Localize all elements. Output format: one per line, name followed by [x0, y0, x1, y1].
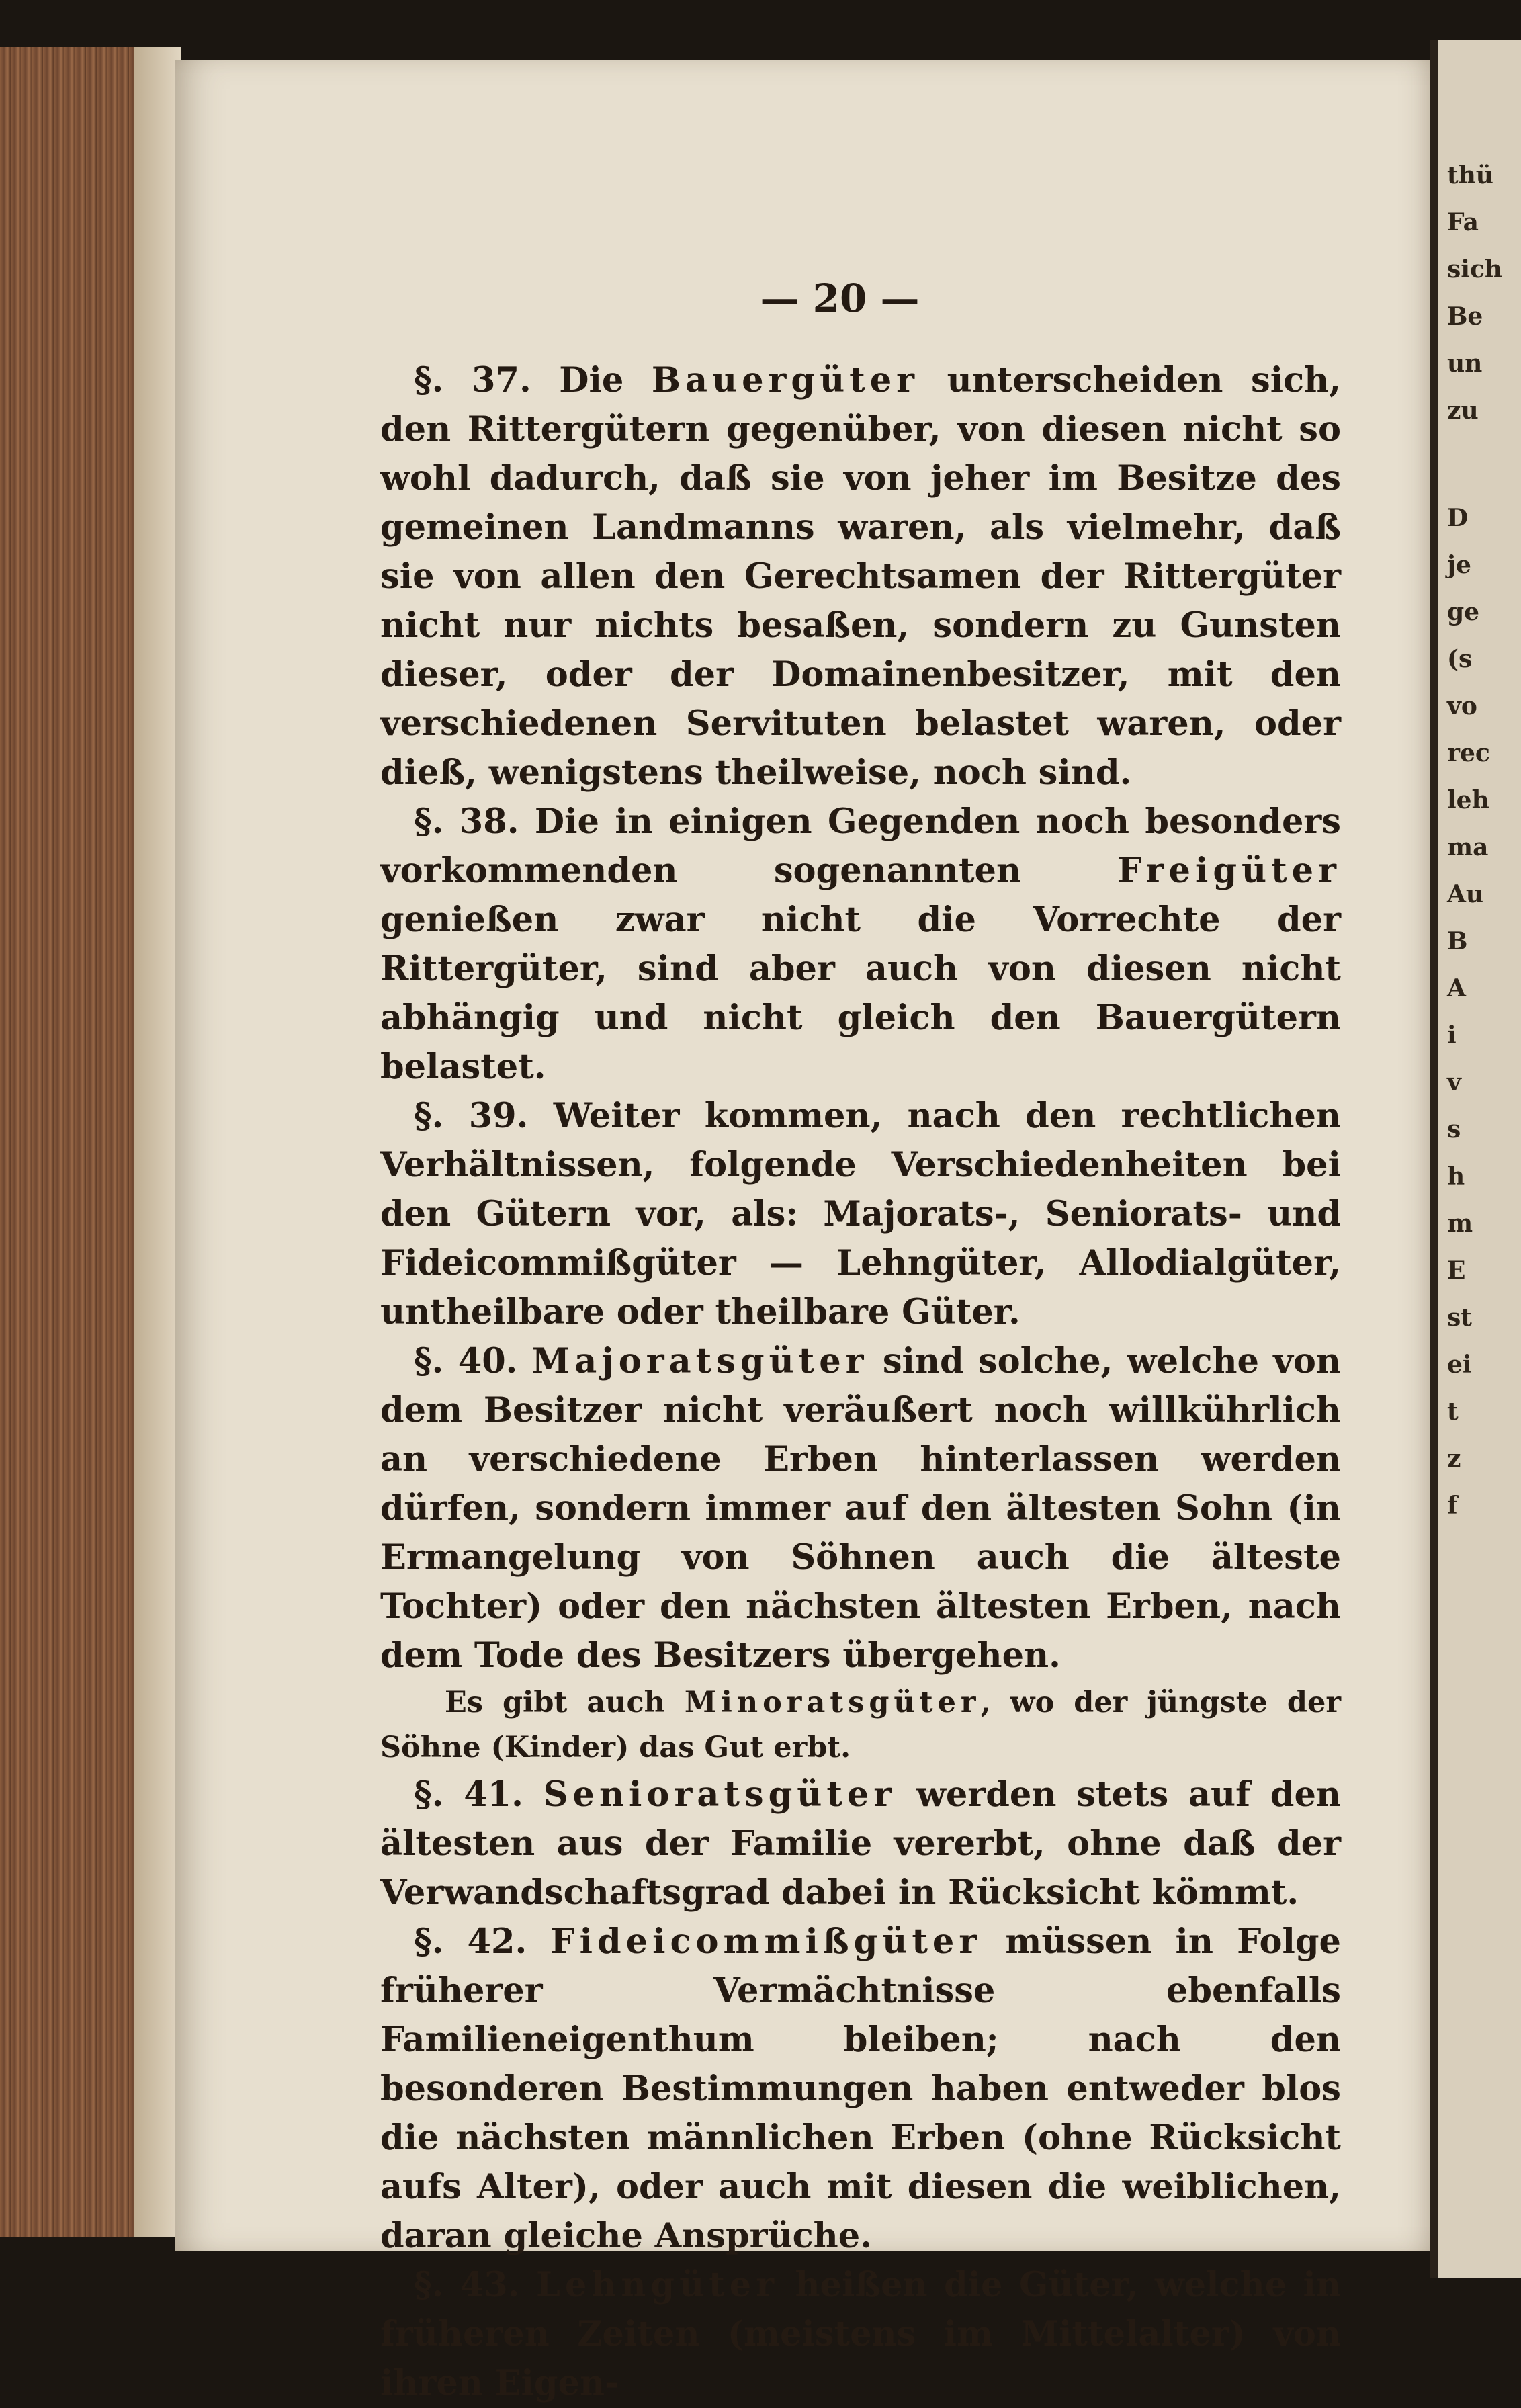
facing-text: st	[1447, 1303, 1472, 1332]
facing-text: s	[1447, 1115, 1461, 1144]
facing-text: i	[1447, 1021, 1457, 1049]
section-number: §. 43.	[414, 2265, 520, 2305]
section-text: werden stets auf den ältesten aus der Familie vererbt, ohne daß der Verwandschaftsgrad dabei in Rücksicht kömmt.	[380, 1774, 1341, 1913]
facing-text: E	[1447, 1256, 1466, 1285]
facing-text: z	[1447, 1445, 1461, 1473]
emphasized-term: Lehngüter	[535, 2265, 779, 2305]
note-text: , wo der jüngste der Söhne (Kinder) das Gut erbt.	[380, 1686, 1341, 1764]
section-text: Weiter kommen, nach den rechtlichen Verhältnissen, folgende Verschiedenheiten bei den Gütern vor, als: Majorats-, Seniorats- und Fideicommißgüter — Lehngüter, Allodialgüter, untheilbare oder theilbare Güter.	[380, 1096, 1341, 1332]
facing-text: Be	[1447, 302, 1483, 331]
emphasized-term: Fideicommißgüter	[550, 1922, 982, 1962]
facing-text: thü	[1447, 161, 1493, 189]
section-40	[380, 1337, 1341, 1680]
facing-text: zu	[1447, 396, 1479, 425]
facing-text: je	[1447, 551, 1471, 579]
facing-text: m	[1447, 1209, 1473, 1238]
section-number: §. 38.	[414, 802, 519, 842]
section-number: §. 42.	[414, 1922, 527, 1962]
emphasized-term: Freigüter	[1117, 851, 1341, 891]
section-text-pre: Die	[559, 360, 652, 400]
facing-text: (s	[1447, 645, 1473, 673]
facing-text: leh	[1447, 786, 1489, 814]
facing-text: Au	[1447, 880, 1484, 908]
facing-text: un	[1447, 349, 1483, 378]
section-text: müssen in Folge früherer Vermächtnisse ebenfalls Familieneigenthum bleiben; nach den besonderen Bestimmungen haben entweder blos die nächsten männlichen Erben (ohne Rücksicht aufs Alter), oder auch mit diesen die weiblichen, daran gleiche Ansprüche.	[380, 1922, 1341, 2256]
section-number: §. 40.	[414, 1341, 518, 1381]
facing-text: v	[1447, 1068, 1461, 1096]
section-number: §. 39.	[414, 1096, 529, 1136]
footnote-remark	[380, 1680, 1341, 1770]
section-text: unterscheiden sich, den Rittergütern gegenüber, von diesen nicht so wohl dadurch, daß sie von jeher im Besitze des gemeinen Landmanns waren, als vielmehr, daß sie von allen den Gerechtsamen der Rittergüter nicht nur nichts besaßen, sondern zu Gunsten dieser, oder der Domainenbesitzer, mit den verschiedenen Servituten belastet waren, oder dieß, wenigstens theilweise, noch sind.	[380, 360, 1341, 793]
section-text-pre: Die in einigen Gegenden noch besonders vorkommenden sogenannten	[380, 802, 1341, 891]
section-text: heißen die Güter, welche in früheren Zeiten (meistens im Mittelalter) von ihren Eigen-	[380, 2265, 1341, 2403]
section-43	[380, 2261, 1341, 2408]
section-39	[380, 1092, 1341, 1337]
section-number: §. 37.	[414, 360, 531, 400]
emphasized-term: Minoratsgüter	[684, 1686, 981, 1719]
facing-text: ei	[1447, 1350, 1472, 1379]
emphasized-term: Senioratsgüter	[543, 1774, 897, 1815]
facing-text: rec	[1447, 739, 1490, 767]
section-41	[380, 1770, 1341, 1918]
facing-text: D	[1447, 504, 1469, 532]
facing-text: h	[1447, 1162, 1465, 1191]
section-38	[380, 798, 1341, 1092]
facing-text: A	[1447, 974, 1466, 1002]
emphasized-term: Majoratsgüter	[531, 1341, 869, 1381]
section-text: sind solche, welche von dem Besitzer nicht veräußert noch willkührlich an verschiedene Erben hinterlassen werden dürfen, sondern immer auf den ältesten Sohn (in Ermangelung von Söhnen auch die älteste Tochter) oder den nächsten ältesten Erben, nach dem Tode des Besitzers übergehen.	[380, 1341, 1341, 1676]
facing-text: Fa	[1447, 208, 1479, 236]
emphasized-term: Bauergüter	[651, 360, 920, 400]
facing-text: ge	[1447, 598, 1480, 626]
section-number: §. 41.	[414, 1774, 523, 1815]
facing-text: t	[1447, 1398, 1459, 1426]
section-37	[380, 356, 1341, 798]
facing-text: f	[1447, 1492, 1458, 1520]
page-body	[380, 356, 1341, 2408]
note-text-pre: Es gibt auch	[445, 1686, 685, 1719]
page-number: — 20 —	[760, 275, 920, 321]
facing-text: sich	[1447, 255, 1503, 284]
facing-page-fragment	[1438, 40, 1521, 2278]
section-text: genießen zwar nicht die Vorrechte der Rittergüter, sind aber auch von diesen nicht abhängig und nicht gleich den Bauergütern belastet.	[380, 900, 1341, 1087]
section-42	[380, 1918, 1341, 2261]
facing-text: vo	[1447, 692, 1477, 720]
facing-text: ma	[1447, 833, 1489, 861]
facing-text: B	[1447, 927, 1468, 955]
